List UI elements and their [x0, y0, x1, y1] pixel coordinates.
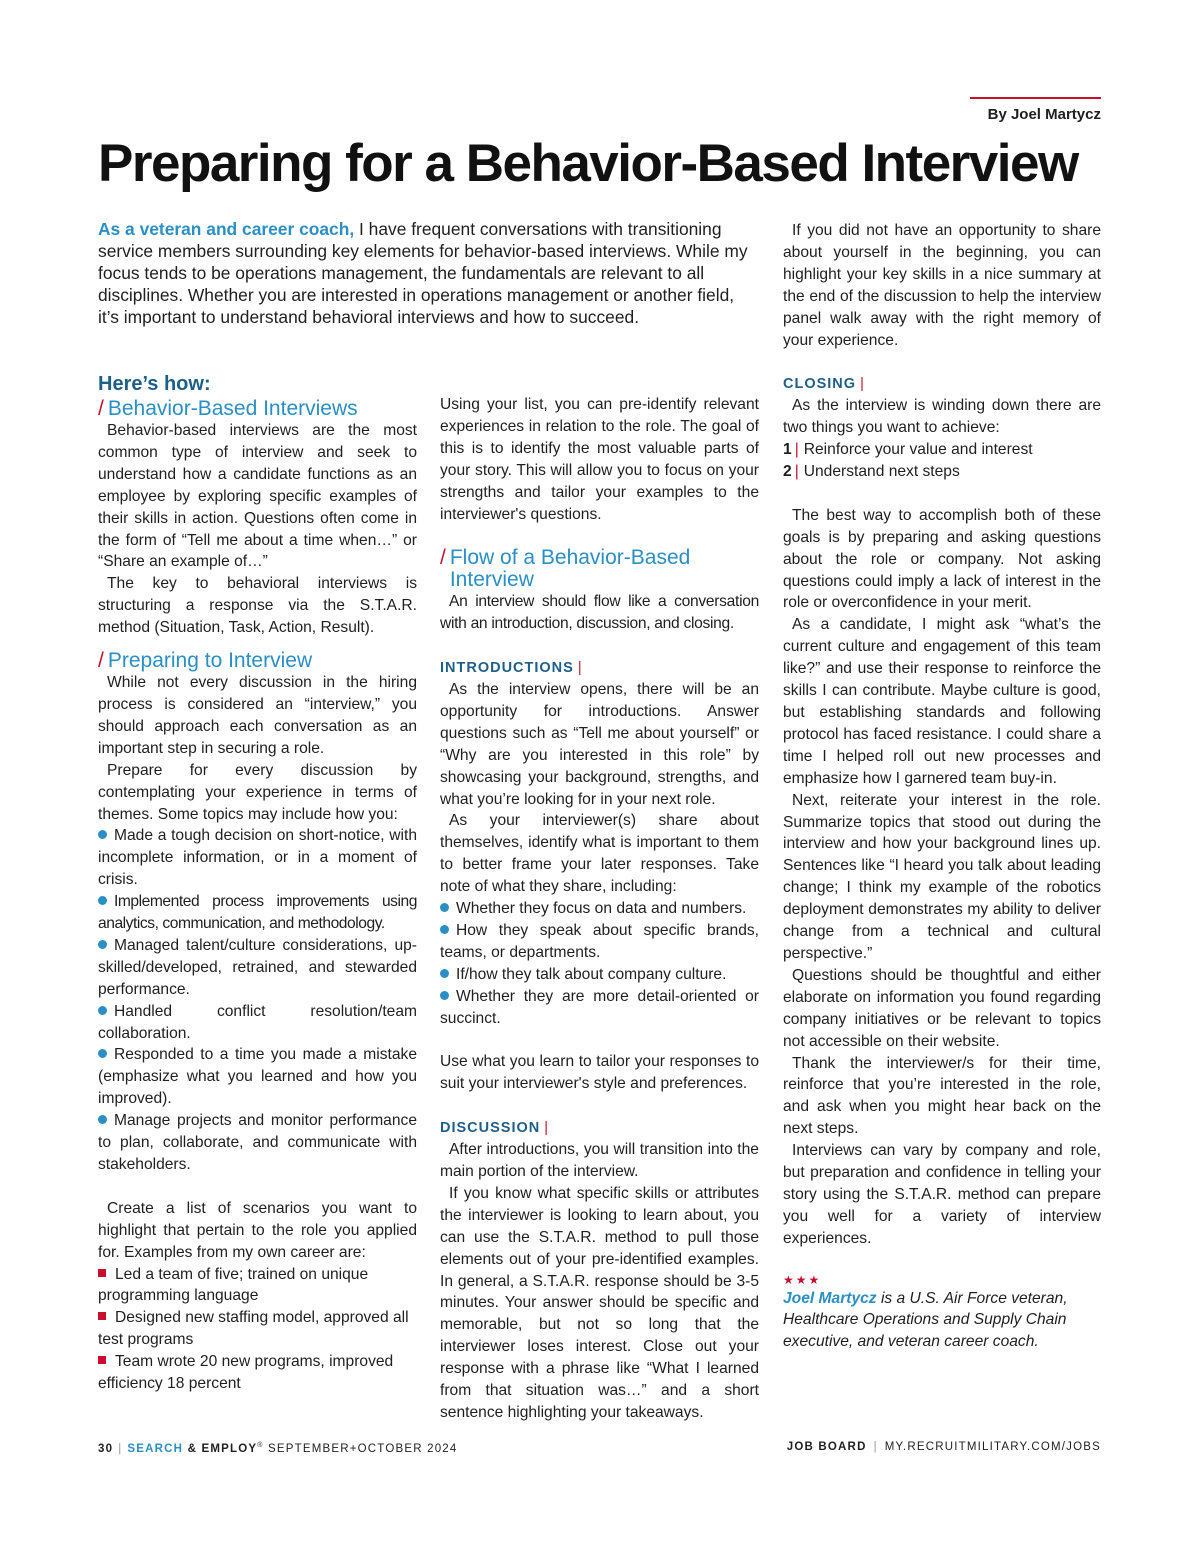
list-item-text: Managed talent/culture considerations, up-skilled/developed, retrained, and stewarded performance.	[98, 936, 417, 998]
column-3	[783, 220, 1101, 1353]
paragraph: Using your list, you can pre-identify relevant experiences in relation to the role. The goal of this is to identify the most valuable parts of your story. This will allow you to focus on your strengths and tailor your examples to the interviewer's questions.	[440, 396, 759, 523]
section-heading-text: Preparing to Interview	[107, 649, 313, 673]
slash-mark: /	[440, 546, 446, 570]
column-2	[440, 394, 759, 1424]
magazine-name: SEARCH	[127, 1442, 184, 1455]
subheading-discussion	[440, 1117, 759, 1139]
issue-date: SEPTEMBER+OCTOBER 2024	[268, 1442, 458, 1455]
list-item-text: Whether they are more detail-oriented or succinct.	[440, 987, 759, 1027]
author-name: Joel Martycz	[783, 1289, 877, 1307]
list-item	[98, 935, 417, 1001]
bullet-icon	[98, 1115, 107, 1124]
paragraph: Prepare for every discussion by contemplating your experience in terms of themes. Some topics may include how you:	[98, 761, 417, 823]
paragraph: While not every discussion in the hiring process is considered an “interview,” you should approach each conversation as an important step in securing a role.	[98, 674, 417, 757]
bullet-icon	[98, 830, 107, 839]
paragraph: Next, reiterate your interest in the role. Summarize topics that stood out during the interview and how your background lines up. Sentences like “I heard you talk about leading change; I think my example of the robotics deployment demonstrates my ability to deliver change from a technical and cultural perspective.”	[783, 791, 1101, 962]
list-item	[98, 1001, 417, 1045]
list-item	[98, 1351, 417, 1395]
list-item-text: Manage projects and monitor performance to plan, collaborate, and communicate with stakeholders.	[98, 1112, 417, 1173]
stars-divider: ★★★	[783, 1272, 822, 1287]
byline-rule	[970, 97, 1101, 99]
numbered-item	[783, 439, 1101, 461]
list-item-text: Handled conflict resolution/team collaboration.	[98, 1002, 417, 1042]
list-item	[98, 1110, 417, 1176]
list-item-text: If/how they talk about company culture.	[456, 965, 727, 983]
paragraph: Create a list of scenarios you want to highlight that pertain to the role you applied for. Examples from my own career are:	[98, 1199, 417, 1261]
section-heading-text: Behavior-Based Interviews	[107, 397, 358, 420]
bullet-icon	[98, 1006, 107, 1015]
item-number: 1	[783, 441, 792, 459]
section-heading-text: Flow of a Behavior-Based	[449, 546, 691, 570]
bullet-icon	[440, 991, 449, 1000]
bullet-icon	[98, 896, 107, 905]
list-item-text: Whether they focus on data and numbers.	[456, 900, 747, 918]
subheading-bar: |	[544, 1120, 550, 1137]
subheading-closing	[783, 373, 1101, 395]
item-number: 2	[783, 463, 792, 481]
item-bar: |	[794, 463, 799, 481]
paragraph: The best way to accomplish both of these goals is by preparing and asking questions about the role or company. Not asking questions could imply a lack of interest in the role or overconfidence in your merit.	[783, 506, 1101, 612]
list-item-text: Made a tough decision on short-notice, with incomplete information, or in a moment of crisis.	[98, 827, 417, 889]
item-text: Reinforce your value and interest	[803, 441, 1033, 459]
paragraph: Use what you learn to tailor your responses to suit your interviewer's style and preferences.	[440, 1053, 759, 1093]
bullet-icon	[440, 969, 449, 978]
list-item	[98, 1307, 417, 1351]
article-title: Preparing for a Behavior-Based Interview	[98, 134, 1078, 193]
bullet-icon	[440, 925, 449, 934]
bullet-icon	[440, 903, 449, 912]
paragraph: If you did not have an opportunity to share about yourself in the beginning, you can highlight your key skills in a nice summary at the end of the discussion to help the interview panel walk away with the right memory of your experience.	[783, 222, 1101, 349]
paragraph: An interview should flow like a conversation with an introduction, discussion, and closing.	[440, 593, 759, 633]
footer-separator: |	[873, 1441, 878, 1453]
list-item-text: How they speak about specific brands, teams, or departments.	[440, 922, 759, 961]
slash-mark: /	[98, 649, 104, 673]
footer-right	[787, 1441, 1101, 1453]
list-item-text: Led a team of five; trained on unique programming language	[98, 1265, 369, 1305]
list-item	[440, 898, 759, 920]
footer-separator: |	[118, 1442, 123, 1455]
subheading-text: CLOSING	[783, 376, 857, 393]
paragraph: As the interview is winding down there are two things you want to achieve:	[783, 397, 1101, 437]
paragraph: As a candidate, I might ask “what’s the current culture and engagement of this team like?” and use their response to reinforce the skills I can contribute. Maybe culture is good, but establishing standards and following protocol has faced resistance. I could share a time I helped roll out new processes and emphasize how I garnered team buy-in.	[783, 616, 1101, 787]
item-bar: |	[794, 441, 799, 459]
subheading-bar: |	[577, 660, 583, 677]
section-name: JOB BOARD	[786, 1441, 867, 1453]
list-item-text: Implemented process improvements using analytics, communication, and methodology.	[98, 893, 417, 933]
subheading-text: INTRODUCTIONS	[440, 660, 574, 677]
subheading-text: DISCUSSION	[440, 1120, 541, 1137]
author-bio-text: is a U.S. Air Force veteran, Healthcare Operations and Supply Chain executive, and veteran career coach.	[783, 1289, 1068, 1351]
paragraph: Interviews can vary by company and role, but preparation and confidence in telling your story using the S.T.A.R. method can prepare you well for a variety of interview experiences.	[783, 1142, 1101, 1247]
list-item-text: Designed new staffing model, approved all test programs	[98, 1309, 409, 1349]
byline: By Joel Martycz	[987, 106, 1101, 123]
list-item	[98, 1044, 417, 1110]
list-item	[98, 1264, 417, 1308]
numbered-item	[783, 461, 1101, 483]
square-bullet-icon	[98, 1269, 106, 1277]
author-bio	[783, 1288, 1101, 1354]
intro-lead: As a veteran and career coach,	[98, 219, 355, 239]
footer-left	[98, 1442, 457, 1455]
square-bullet-icon	[98, 1356, 106, 1364]
subheading-introductions	[440, 657, 759, 679]
registered-mark: ®	[257, 1442, 264, 1449]
paragraph: Behavior-based interviews are the most common type of interview and seek to understand how a candidate functions as an employee by exploring specific examples of their skills in action. Questions often come in the form of “Tell me about a time when…” or “Share an example of…”	[98, 422, 417, 571]
list-item	[98, 891, 417, 935]
section-heading-flow	[440, 547, 759, 591]
bullet-icon	[98, 1049, 107, 1058]
list-item-text: Team wrote 20 new programs, improved efficiency 18 percent	[98, 1353, 394, 1393]
item-text: Understand next steps	[803, 463, 960, 481]
list-item	[98, 825, 417, 891]
section-heading-behavior-based-interviews	[98, 398, 417, 420]
paragraph: The key to behavioral interviews is structuring a response via the S.T.A.R. method (Situation, Task, Action, Result).	[98, 575, 417, 637]
heres-how-heading: Here’s how:	[98, 373, 211, 395]
magazine-name-suffix: & EMPLOY	[187, 1442, 258, 1455]
intro-paragraph	[98, 218, 750, 328]
column-1	[98, 370, 417, 1395]
paragraph: As the interview opens, there will be an opportunity for introductions. Answer questions such as “Tell me about yourself” or “Why are you interested in this role” by showcasing your background, strengths, and what you’re looking for in your next role.	[440, 681, 759, 808]
list-item	[440, 986, 759, 1030]
intro-body: I have frequent conversations with transitioning service members surrounding key elements for behavior-based interviews. While my focus tends to be operations management, the fundamentals are relevant to all disciplines. Whether you are interested in operations management or another field, it’s important to understand behavioral interviews and how to succeed.	[98, 219, 748, 327]
paragraph: If you know what specific skills or attributes the interviewer is looking to learn about, you can use the S.T.A.R. method to pull those elements out of your pre-identified examples. In general, a S.T.A.R. response should be 3-5 minutes. Your answer should be specific and memorable, but not so long that the interviewer loses interest. Close out your response with a phrase like “What I learned from that situation was…” and a short sentence highlighting your takeaways.	[440, 1184, 759, 1421]
page-number: 30	[98, 1442, 114, 1455]
subheading-bar: |	[860, 376, 865, 393]
bullet-icon	[98, 940, 107, 949]
list-item	[440, 964, 759, 986]
section-heading-text: Interview	[449, 568, 534, 592]
square-bullet-icon	[98, 1312, 106, 1320]
paragraph: After introductions, you will transition into the main portion of the interview.	[440, 1141, 759, 1181]
section-heading-preparing-to-interview	[98, 650, 417, 672]
slash-mark: /	[98, 397, 104, 420]
paragraph: Questions should be thoughtful and either elaborate on information you found regarding company initiatives or be relevant to topics not accessible on their website.	[783, 966, 1101, 1050]
list-item	[440, 920, 759, 964]
list-item-text: Responded to a time you made a mistake (emphasize what you learned and how you improved).	[98, 1046, 417, 1108]
website-url: MY.RECRUITMILITARY.COM/JOBS	[884, 1441, 1101, 1453]
paragraph: Thank the interviewer/s for their time, reinforce that you’re interested in the role, and ask when you might hear back on the next steps.	[783, 1054, 1101, 1138]
paragraph: As your interviewer(s) share about themselves, identify what is important to them to better frame your later responses. Take note of what they share, including:	[440, 812, 759, 896]
